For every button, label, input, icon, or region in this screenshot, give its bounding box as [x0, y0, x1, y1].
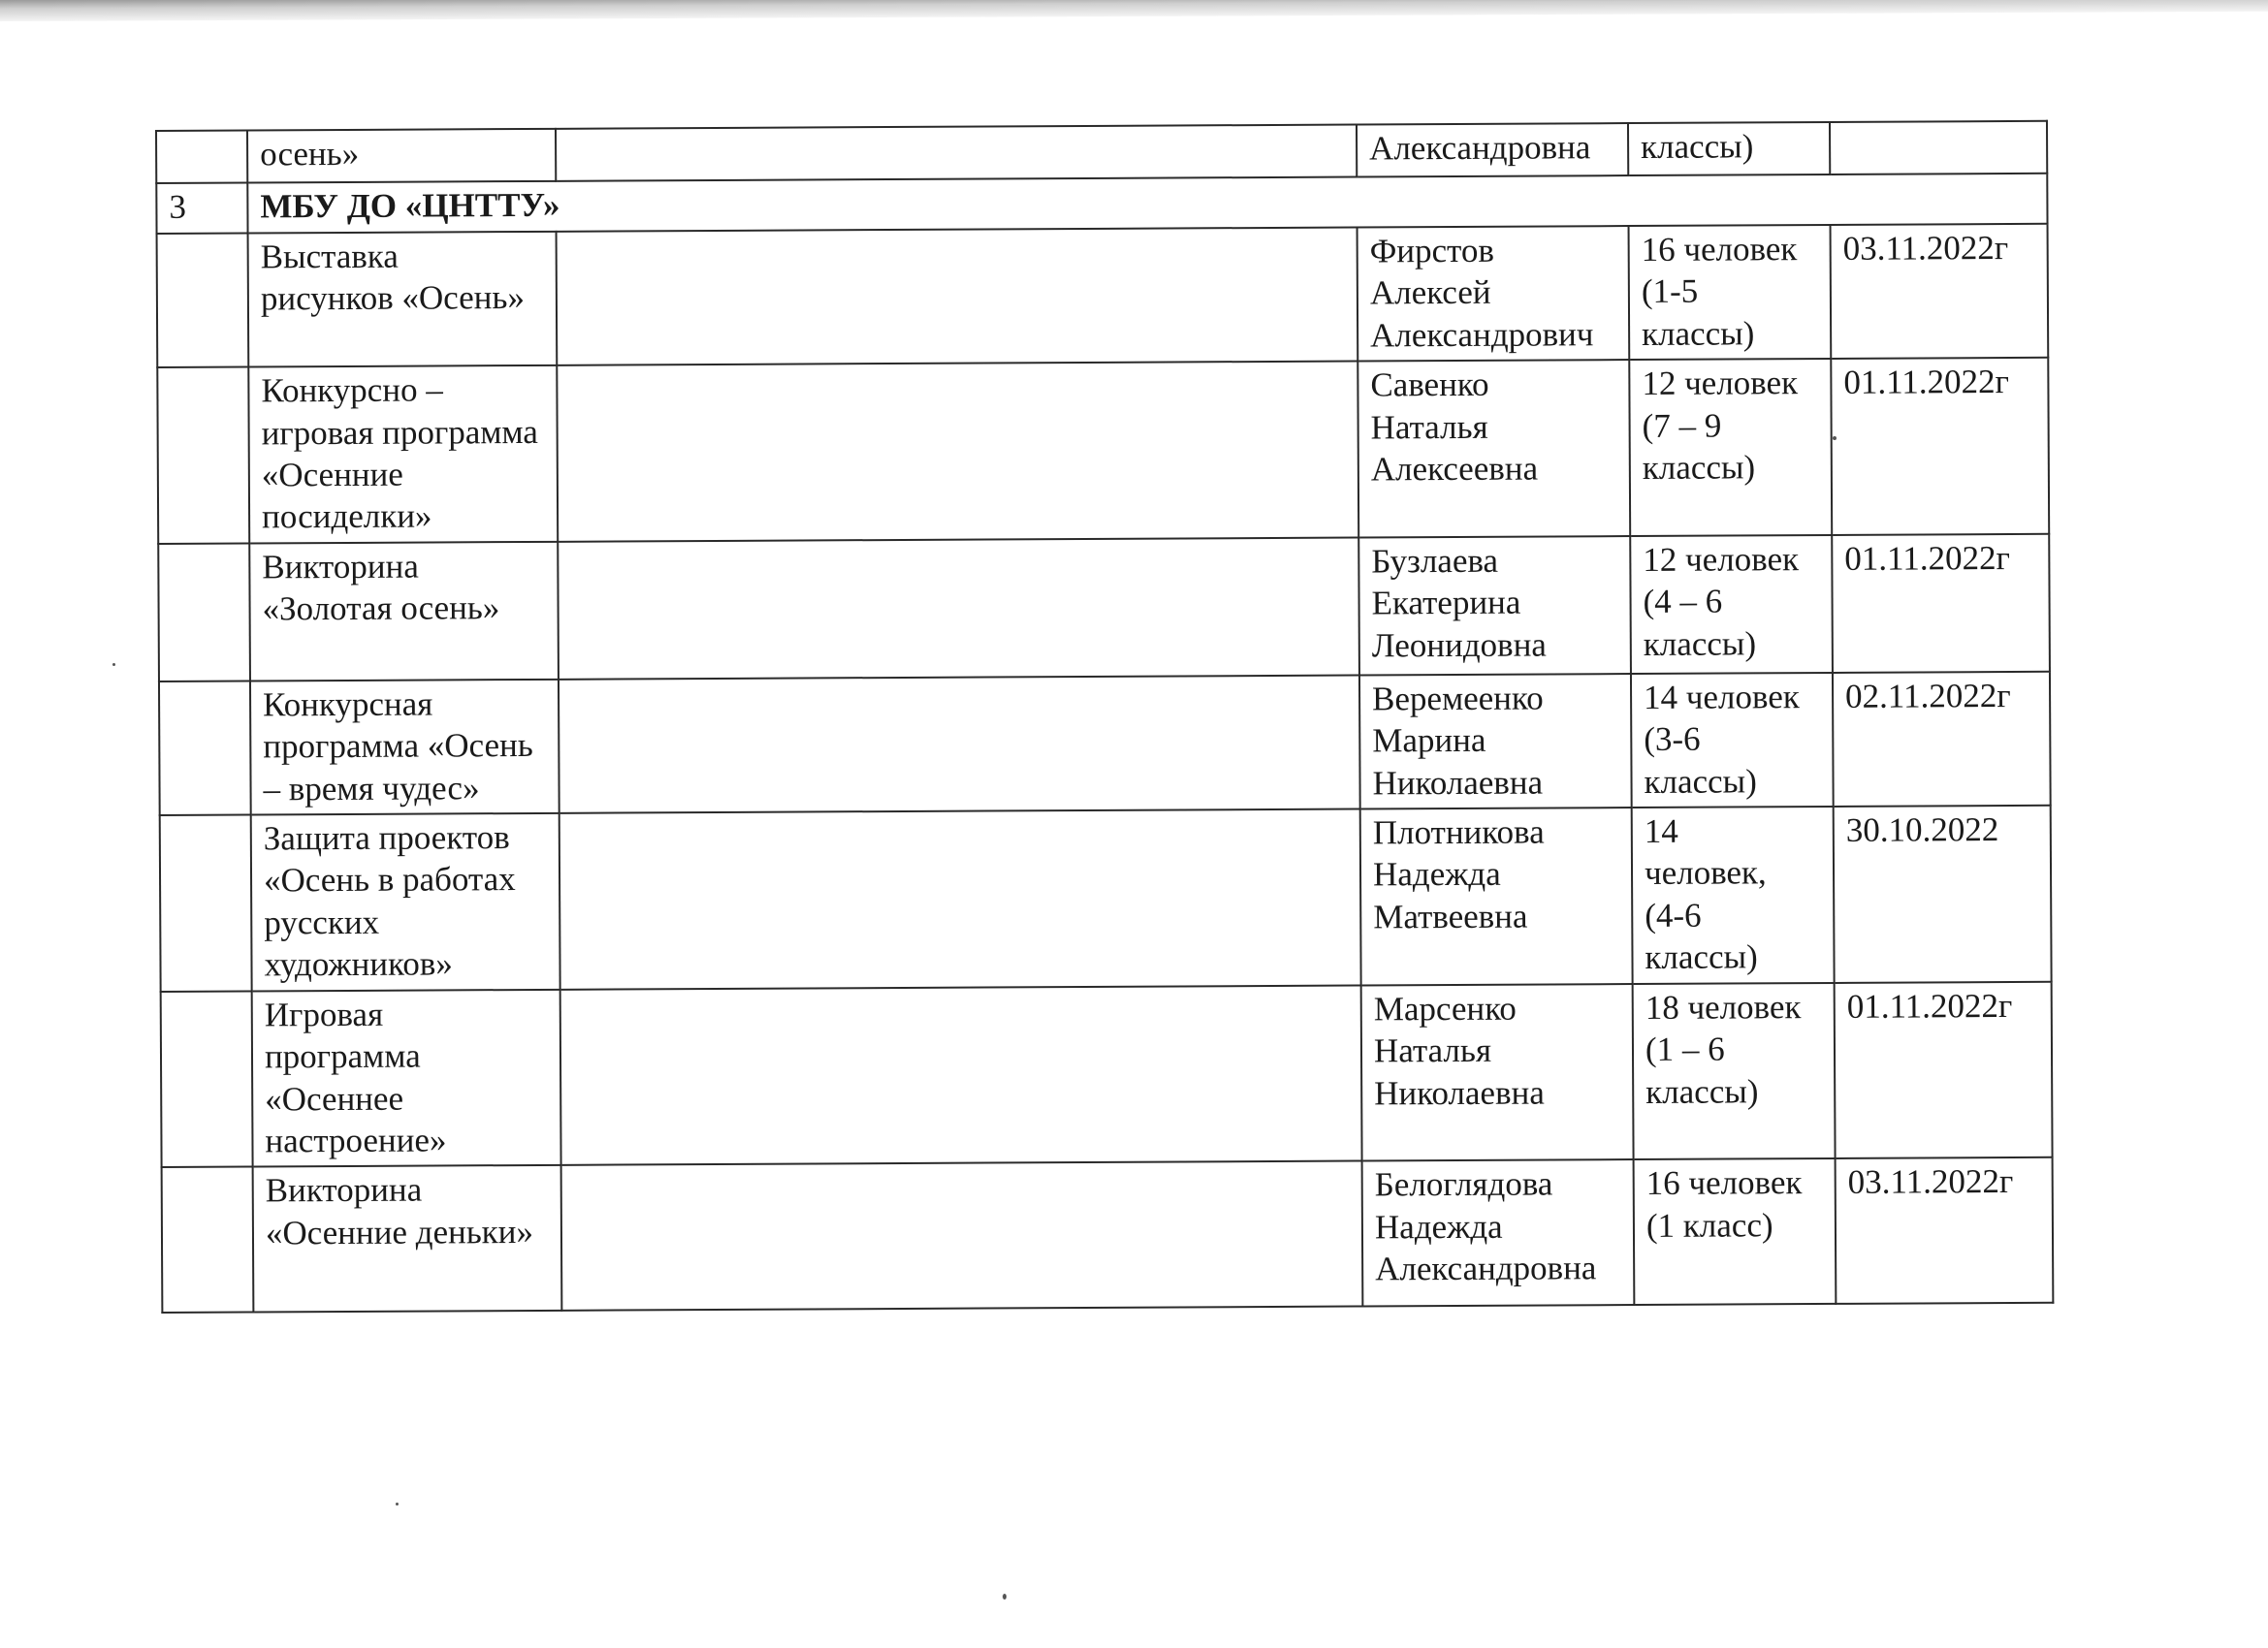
scan-speck [112, 663, 115, 666]
event-line: игровая программа [261, 412, 538, 452]
event-cell: осень» [247, 129, 556, 183]
number-cell [157, 367, 249, 544]
responsible-line: Наталья [1370, 407, 1488, 447]
participants-line: классы) [1644, 761, 1757, 801]
participants-line: человек, [1644, 853, 1767, 893]
participants-line: (4 – 6 [1643, 582, 1723, 621]
event-cell [250, 680, 559, 815]
event-line: – время чудес» [263, 768, 480, 808]
event-line: настроение» [265, 1121, 447, 1160]
scan-speck [1833, 436, 1837, 440]
responsible-line: Николаевна [1372, 763, 1544, 802]
responsible-line: Екатерина [1371, 583, 1521, 622]
blank-cell [560, 985, 1362, 1165]
event-line: «Осень в работах [263, 860, 516, 900]
events-table [155, 120, 2054, 1315]
event-line: Выставка [260, 237, 399, 276]
event-cell [248, 365, 558, 543]
event-line: «Осенние деньки» [265, 1212, 534, 1252]
responsible-line: Марина [1372, 720, 1486, 760]
number-cell [156, 131, 247, 183]
responsible-line: Матвеевна [1373, 897, 1528, 936]
responsible-line: Белоглядова [1374, 1164, 1553, 1204]
participants-cell: классы) [1628, 122, 1830, 175]
responsible-line: Бузлаева [1371, 541, 1499, 581]
event-line: программа «Осень [263, 726, 533, 766]
event-rows [157, 224, 2054, 1314]
blank-cell [559, 808, 1361, 989]
responsible-cell [1358, 360, 1630, 537]
participants-cell [1630, 535, 1833, 674]
participants-cell [1632, 807, 1835, 984]
event-line: Защита проектов [263, 818, 510, 858]
table-row [161, 982, 2053, 1168]
responsible-line: Александрович [1370, 315, 1594, 355]
participants-line: классы) [1643, 623, 1757, 663]
responsible-line: Надежда [1374, 1207, 1503, 1247]
event-cell [252, 990, 561, 1167]
event-line: «Осеннее [265, 1079, 404, 1119]
responsible-cell [1358, 226, 1630, 362]
participants-line: 14 [1644, 811, 1678, 850]
responsible-line: Леонидовна [1371, 625, 1547, 664]
scan-speck [1003, 1594, 1006, 1600]
date-cell [1830, 121, 2047, 174]
responsible-line: Александровна [1375, 1249, 1597, 1288]
participants-line: классы) [1642, 314, 1755, 353]
participants-line: классы) [1645, 937, 1758, 977]
event-line: рисунков «Осень» [260, 278, 526, 318]
table-row [157, 358, 2049, 544]
date-cell: 01.11.2022г [1835, 982, 2053, 1159]
participants-cell [1634, 1158, 1837, 1305]
event-cell [251, 813, 560, 992]
participants-cell [1633, 983, 1836, 1160]
responsible-line: Алексеевна [1370, 449, 1539, 489]
responsible-line: Веремеенко [1371, 679, 1544, 718]
participants-line: 18 человек [1645, 988, 1802, 1027]
participants-line: (7 – 9 [1642, 406, 1722, 445]
number-cell [161, 991, 253, 1167]
blank-cell [559, 675, 1360, 812]
responsible-line: Алексей [1369, 273, 1491, 312]
document-page [155, 120, 2052, 1315]
event-cell [248, 232, 558, 367]
table-row [160, 806, 2052, 992]
participants-line: (1-5 [1641, 272, 1699, 311]
number-cell [157, 234, 249, 368]
date-cell: 03.11.2022г [1831, 224, 2049, 359]
date-cell: 01.11.2022г [1831, 358, 2049, 535]
blank-cell [558, 537, 1359, 679]
table-row [157, 224, 2049, 367]
responsible-cell [1361, 984, 1634, 1161]
participants-line: (1 – 6 [1645, 1030, 1725, 1069]
date-cell: 03.11.2022г [1836, 1157, 2054, 1304]
responsible-line: Наталья [1373, 1031, 1492, 1070]
responsible-line: Фирстов [1369, 231, 1495, 270]
participants-line: классы) [1642, 448, 1756, 487]
date-cell: 02.11.2022г [1833, 672, 2051, 807]
scan-speck [396, 1503, 399, 1505]
responsible-cell [1359, 674, 1632, 809]
event-line: посиделки» [261, 496, 432, 536]
responsible-cell [1360, 808, 1633, 985]
responsible-cell [1358, 536, 1631, 675]
event-line: Игровая [264, 995, 384, 1034]
event-line: Викторина [265, 1171, 423, 1210]
event-cell [249, 542, 559, 681]
responsible-line: Марсенко [1373, 989, 1517, 1029]
participants-line: 12 человек [1642, 364, 1799, 403]
participants-cell [1629, 359, 1832, 536]
number-cell [160, 814, 252, 991]
participants-line: классы) [1645, 1072, 1759, 1111]
date-cell: 30.10.2022 [1834, 806, 2052, 983]
table-row [159, 672, 2051, 815]
participants-line: 12 человек [1643, 539, 1800, 579]
participants-line: 16 человек [1645, 1163, 1803, 1203]
responsible-cell [1362, 1160, 1635, 1307]
event-line: «Осенние [261, 455, 403, 494]
responsible-cell: Александровна [1357, 123, 1628, 176]
participants-line: (4-6 [1645, 896, 1702, 935]
organization-name: МБУ ДО «ЦНТТУ» [247, 174, 2047, 234]
blank-cell [557, 228, 1358, 365]
table-row [158, 534, 2050, 681]
participants-line: (1 класс) [1645, 1206, 1773, 1245]
date-cell: 01.11.2022г [1832, 534, 2050, 673]
event-cell [253, 1165, 562, 1313]
responsible-line: Надежда [1372, 855, 1501, 894]
responsible-line: Плотникова [1372, 812, 1545, 852]
participants-line: 16 человек [1641, 230, 1798, 269]
event-line: программа [264, 1036, 421, 1076]
responsible-line: Савенко [1370, 364, 1489, 404]
event-line: художников» [264, 944, 453, 984]
event-line: Викторина [262, 547, 419, 586]
event-line: Конкурсно – [261, 370, 443, 410]
responsible-line: Николаевна [1374, 1073, 1545, 1113]
table-row [162, 1157, 2054, 1313]
number-cell [162, 1167, 254, 1313]
blank-cell [556, 125, 1357, 181]
number-cell [158, 543, 250, 681]
participants-cell [1631, 673, 1834, 808]
event-line: «Золотая осень» [262, 588, 500, 628]
participants-line: 14 человек [1643, 677, 1800, 716]
participants-line: (3-6 [1644, 719, 1701, 759]
blank-cell [561, 1161, 1363, 1311]
event-line: русских [264, 903, 380, 942]
participants-cell [1629, 225, 1832, 360]
scan-top-edge [0, 0, 2268, 21]
event-line: Конкурсная [263, 684, 433, 724]
organization-number: 3 [156, 183, 247, 234]
number-cell [159, 681, 251, 815]
blank-cell [557, 362, 1358, 542]
